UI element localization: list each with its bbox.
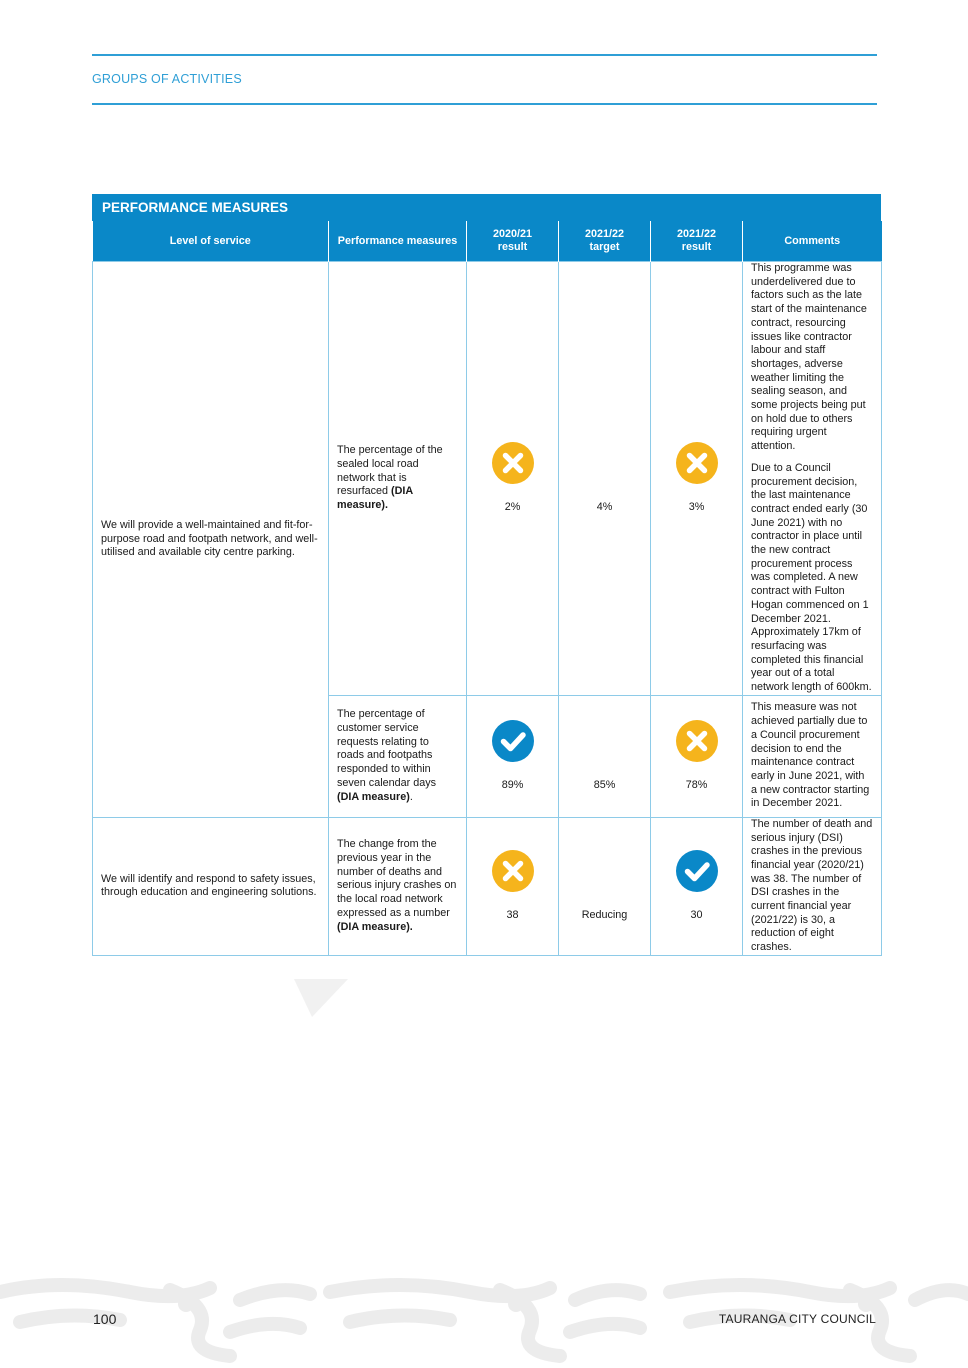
measure-cell: The percentage of customer service requests relating to roads and footpaths responded to within seven calendar days (DIA measure).	[329, 695, 467, 817]
result-2021-cell: 78%	[651, 695, 743, 817]
table-header-row	[93, 221, 882, 262]
section-label: GROUPS OF ACTIVITIES	[92, 72, 242, 86]
level-of-service-cell: We will identify and respond to safety issues, through education and engineering solutions.	[93, 817, 329, 955]
not-achieved-icon	[492, 442, 534, 484]
decorative-arrow	[294, 979, 350, 1019]
measure-cell: The percentage of the sealed local road network that is resurfaced (DIA measure).	[329, 262, 467, 696]
target-2021-cell: Reducing	[559, 817, 651, 955]
table-row	[93, 817, 882, 955]
not-achieved-icon	[676, 720, 718, 762]
col-level-of-service: Level of service	[93, 221, 329, 262]
col-2021-22-result: 2021/22 result	[651, 221, 743, 262]
col-performance-measures: Performance measures	[329, 221, 467, 262]
performance-measures-table	[92, 194, 881, 956]
table-row	[93, 262, 882, 696]
col-2021-22-target: 2021/22 target	[559, 221, 651, 262]
result-2020-cell: 38	[467, 817, 559, 955]
level-of-service-cell: We will provide a well-maintained and fit-for-purpose road and footpath network, and well-utilised and available city centre parking.	[93, 262, 329, 818]
target-2021-cell: 85%	[559, 695, 651, 817]
page-number: 100	[93, 1311, 117, 1327]
achieved-check-icon	[492, 720, 534, 762]
result-2020-cell: 89%	[467, 695, 559, 817]
header-rule-bottom	[92, 103, 877, 105]
col-2020-21-result: 2020/21 result	[467, 221, 559, 262]
result-2020-cell: 2%	[467, 262, 559, 696]
result-2021-cell: 30	[651, 817, 743, 955]
table-title: PERFORMANCE MEASURES	[92, 194, 881, 221]
comments-cell: The number of death and serious injury (DSI) crashes in the previous financial year (2020/21) was 38. The number of DSI crashes in the current financial year (2021/22) is 30, a reduction of eight crashes.	[743, 817, 882, 955]
target-2021-cell: 4%	[559, 262, 651, 696]
not-achieved-icon	[492, 850, 534, 892]
organisation-name: TAURANGA CITY COUNCIL	[718, 1312, 876, 1326]
comments-cell: This measure was not achieved partially due to a Council procurement decision to end the maintenance contract early in June 2021, with a new contractor starting in December 2021.	[743, 695, 882, 817]
achieved-check-icon	[676, 850, 718, 892]
header-rule-top	[92, 54, 877, 56]
result-2021-cell: 3%	[651, 262, 743, 696]
not-achieved-icon	[676, 442, 718, 484]
measure-cell: The change from the previous year in the number of deaths and serious injury crashes on the local road network expressed as a number (DIA measure).	[329, 817, 467, 955]
comments-cell: This programme was underdelivered due to factors such as the late start of the maintenance contract, resourcing issues like contractor labour and staff shortages, adverse weather limiting the sealing season, and some projects being put on hold due to others requiring urgent attention. Due to a Council procurement decision, the last maintenance contract ended early (30 June 2021) with no contractor in place until the new contract procurement process was completed. A new contract with Fulton Hogan commenced on 1 December 2021. Approximately 17km of resurfacing was completed this financial year out of a total network length of 600km.	[743, 262, 882, 696]
col-comments: Comments	[743, 221, 882, 262]
